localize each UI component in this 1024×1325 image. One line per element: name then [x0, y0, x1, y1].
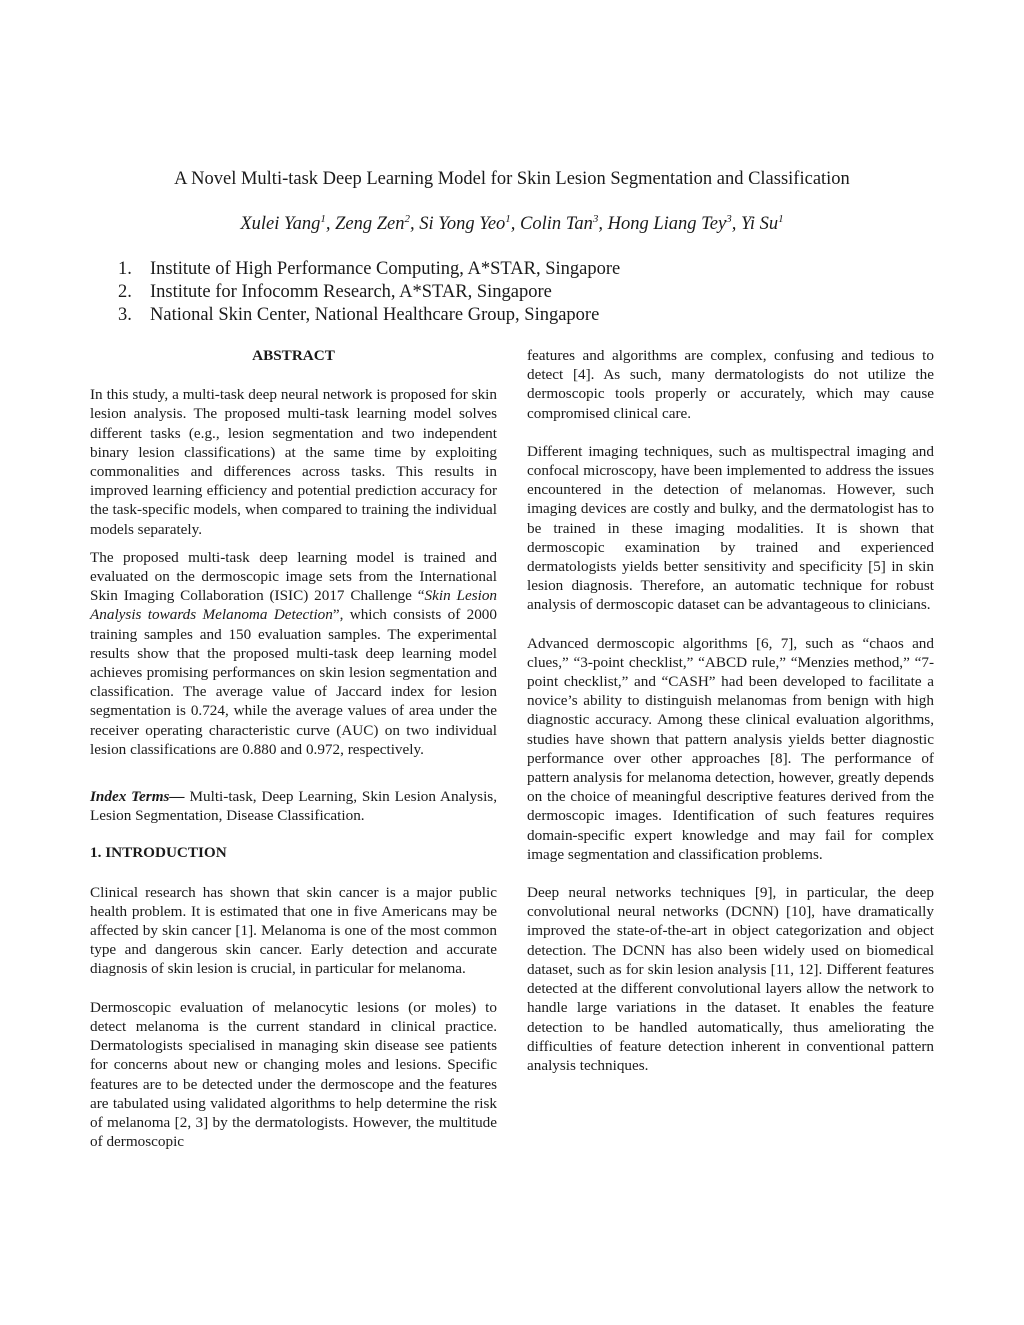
left-column: [90, 346, 497, 1151]
index-terms-label: Index Terms—: [90, 788, 185, 806]
author-affiliation-mark: 3: [726, 212, 732, 225]
author-affiliation-mark: 1: [778, 212, 784, 225]
abstract-paragraph: In this study, a multi-task deep neural network is proposed for skin lesion analysis. The proposed multi-task learning model solves different tasks (e.g., lesion segmentation and two independent binary lesion classifications) at the same time by exploiting commonalities and differences across tasks. This results in improved learning efficiency and potential prediction accuracy for the task-specific models, when compared to training the individual models separately.: [90, 386, 497, 538]
affiliation-text: National Skin Center, National Healthcare Group, Singapore: [150, 305, 600, 326]
author-name: Yi Su: [740, 214, 779, 234]
right-column: [527, 346, 934, 1075]
affiliation-number: 3.: [118, 305, 132, 326]
affiliation-item: [118, 258, 818, 281]
introduction-paragraph: Dermoscopic evaluation of melanocytic lesions (or moles) to detect melanoma is the current standard in clinical practice. Dermatologists specialised in managing skin disease see patients for concerns about new or changing moles and lesions. Specific features are to be detected under the dermoscope and the features are tabulated using validated algorithms to help determine the risk of melanoma [2, 3] by the dermatologists. However, the multitude of dermoscopic: [90, 998, 497, 1151]
affiliation-number: 2.: [118, 282, 132, 303]
abstract-heading: ABSTRACT: [252, 347, 335, 364]
introduction-paragraph: Advanced dermoscopic algorithms [6, 7], such as “chaos and clues,” “3-point checklist,” “ABCD rule,” “Menzies method,” “7-point checklist,” and “CASH” had been developed to facilitate a novice’s ability to distinguish melanomas from benign with high diagnostic accuracy. Among these clinical evaluation algorithms, studies have shown that pattern analysis yields better diagnostic performance over other approaches [8]. The performance of pattern analysis for melanoma detection, however, greatly depends on the choice of meaningful descriptive features derived from the dermoscopic images. Identification of such features requires domain-specific expert knowledge and may fail for complex image segmentation and classification problems.: [527, 634, 934, 863]
affiliation-text: Institute of High Performance Computing, A*STAR, Singapore: [150, 259, 621, 279]
affiliation-item: [118, 281, 818, 304]
index-terms-text: Multi-task, Deep Learning, Skin Lesion Analysis, Lesion Segmentation, Disease Classification.: [90, 788, 497, 825]
abstract-paragraph: [90, 548, 497, 759]
affiliation-number: 1.: [118, 259, 132, 279]
author-name: Zeng Zen: [335, 214, 405, 234]
introduction-paragraph: Different imaging techniques, such as multispectral imaging and confocal microscopy, have been implemented to address the issues encountered in the detection of melanomas. However, such imaging devices are costly and bulky, and the dermatologist has to be trained in these imaging modalities. It is shown that dermoscopic examination by trained and experienced dermatologists yields better sensitivity and specificity [5] in skin lesion diagnosis. Therefore, an automatic technique for robust analysis of dermoscopic dataset can be advantageous to clinicians.: [527, 442, 934, 614]
author-name: Hong Liang Tey: [607, 214, 727, 234]
affiliation-text: Institute for Infocomm Research, A*STAR, Singapore: [150, 282, 552, 303]
author-name: Colin Tan: [520, 214, 593, 234]
affiliation-item: [118, 304, 818, 327]
introduction-paragraph: features and algorithms are complex, confusing and tedious to detect [4]. As such, many dermatologists do not utilize the dermoscopic tools properly or accurately, which may cause compromised clinical care.: [527, 347, 934, 422]
introduction-heading: 1. INTRODUCTION: [90, 844, 227, 862]
author-affiliation-mark: 1: [320, 212, 326, 225]
author-affiliation-mark: 3: [592, 212, 599, 225]
introduction-paragraph: Deep neural networks techniques [9], in particular, the deep convolutional neural networks (DCNN) [10], have dramatically improved the state-of-the-art in object categorization and object detection. The DCNN has also been widely used on biomedical dataset, such as for skin lesion analysis [11, 12]. Different features detected at the different convolutional layers allow the network to handle large variations in the dataset. It enables the feature detection to be handled automatically, thus ameliorating the difficulties of feature detection inherent in conventional pattern analysis techniques.: [527, 884, 934, 1074]
abstract-text: The proposed multi-task deep learning model is trained and evaluated on the dermoscopic image sets from the International Skin Imaging Collaboration (ISIC) 2017 Challenge “: [90, 548, 497, 605]
affiliation-list: [118, 258, 818, 328]
paper-title: A Novel Multi-task Deep Learning Model for Skin Lesion Segmentation and Classification: [174, 169, 850, 189]
author-affiliation-mark: 2: [404, 212, 410, 225]
author-name: Xulei Yang: [240, 214, 321, 234]
author-list: Xulei Yang$^1$, Zeng Zen$^2$, Si Yong Yeo$^1$, Colin Tan$^3$, Hong Liang Tey$^3$, Yi Su$^1$: [240, 212, 784, 234]
index-terms: [90, 787, 497, 825]
author-name: Si Yong Yeo: [419, 214, 506, 234]
abstract-text: ”, which consists of 2000 training samples and 150 evaluation samples. The experimental results show that the proposed multi-task deep learning model achieves promising performances on skin lesion segmentation and classification. The average value of Jaccard index for lesion segmentation is 0.724, while the average values of area under the receiver operating characteristic curve (AUC) on two individual lesion classifications are 0.880 and 0.972, respectively.: [90, 606, 497, 758]
introduction-paragraph: Clinical research has shown that skin cancer is a major public health problem. It is estimated that one in five Americans may be affected by skin cancer [1]. Melanoma is one of the most common type and dangerous skin cancer. Early detection and accurate diagnosis of skin lesion is crucial, in particular for melanoma.: [90, 883, 497, 978]
author-affiliation-mark: 1: [505, 212, 511, 225]
challenge-title: Skin Lesion Analysis towards Melanoma Detection: [90, 587, 498, 624]
